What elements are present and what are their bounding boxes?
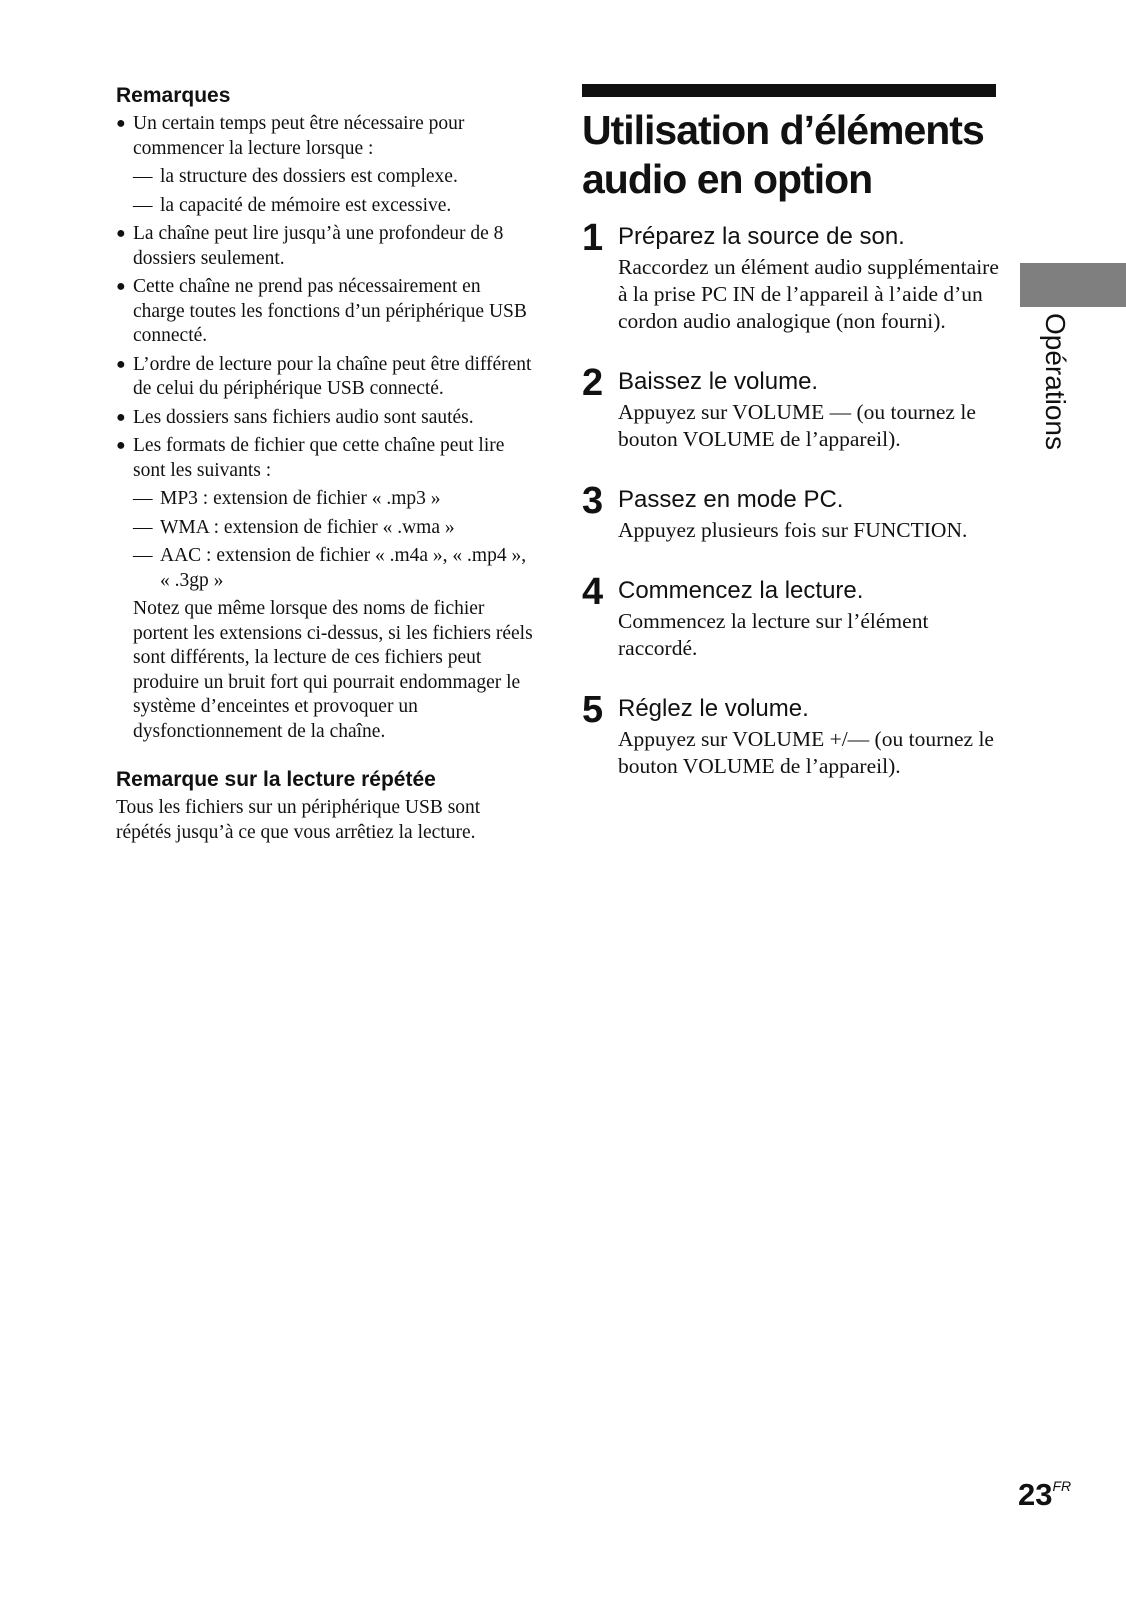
bullet-icon: ● [116, 437, 126, 454]
step-number: 4 [582, 571, 604, 613]
step-title: Réglez le volume. [618, 695, 809, 722]
remark-note: Notez que même lorsque des noms de fichier portent les extensions ci-dessus, si les fichiers réels sont différents, la lecture de ces fichiers peut produire un bruit fort qui pourrait endommager le système d’enceintes et provoquer un dysfonctionnement de la chaîne. [133, 598, 533, 742]
repeat-text: Tous les fichiers sur un périphérique USB sont répétés jusqu’à ce que vous arrêtiez la lecture. [116, 797, 481, 843]
step-body: Appuyez sur VOLUME — (ou tournez le bouton VOLUME de l’appareil). [618, 400, 976, 451]
page-title: Utilisation d’éléments audio en option [582, 107, 984, 202]
step-number: 1 [582, 217, 604, 259]
remark-subitem-text: la structure des dossiers est complexe. [160, 166, 458, 187]
remark-item [116, 112, 536, 218]
remark-subitem-text: AAC : extension de fichier « .m4a », « .mp4 », « .3gp » [160, 545, 527, 591]
remark-text: Un certain temps peut être nécessaire pour commencer la lecture lorsque : [133, 113, 465, 159]
dash-icon: — [133, 194, 153, 216]
remark-text: Les formats de fichier que cette chaîne peut lire sont les suivants : [133, 435, 505, 481]
steps-list [582, 217, 1002, 780]
bullet-icon: ● [116, 225, 126, 242]
step-item [582, 217, 1002, 335]
step-body: Commencez la lecture sur l’élément raccordé. [618, 609, 929, 660]
remark-sublist [133, 165, 536, 218]
remark-text: Les dossiers sans fichiers audio sont sautés. [133, 406, 474, 428]
remark-item [116, 275, 536, 349]
remark-subitem [133, 516, 536, 541]
dash-icon: — [133, 516, 153, 538]
step-title: Commencez la lecture. [618, 577, 864, 604]
repeat-heading: Remarque sur la lecture répétée [116, 768, 436, 791]
step-title: Baissez le volume. [618, 368, 819, 395]
remark-subitem-text: WMA : extension de fichier « .wma » [160, 516, 455, 538]
remark-subitem-text: la capacité de mémoire est excessive. [160, 194, 452, 216]
page-number-value: 23 [1018, 1477, 1053, 1512]
remarks-column [116, 84, 536, 845]
remark-subitem-text: MP3 : extension de fichier « .mp3 » [160, 488, 441, 509]
remark-item [116, 406, 536, 431]
page-language-suffix: FR [1052, 1478, 1072, 1494]
step-item [582, 480, 1002, 544]
remark-sublist [133, 487, 536, 593]
remark-subitem [133, 487, 536, 512]
title-rule [582, 84, 996, 97]
remark-text: Cette chaîne ne prend pas nécessairement en charge toutes les fonctions d’un périphérique USB connecté. [133, 276, 527, 346]
remark-subitem [133, 194, 536, 219]
remark-item [116, 222, 536, 271]
remarks-heading: Remarques [116, 84, 231, 107]
dash-icon: — [133, 488, 153, 509]
section-tab [1020, 263, 1126, 307]
remark-text: La chaîne peut lire jusqu’à une profondeur de 8 dossiers seulement. [133, 223, 504, 269]
remarks-list [116, 112, 536, 744]
bullet-icon: ● [116, 278, 126, 295]
step-item [582, 362, 1002, 453]
bullet-icon: ● [116, 355, 126, 373]
remark-item [116, 353, 536, 402]
step-body: Appuyez sur VOLUME +/— (ou tournez le bouton VOLUME de l’appareil). [618, 727, 994, 778]
dash-icon: — [133, 545, 153, 566]
section-label: Opérations [1040, 313, 1071, 450]
bullet-icon: ● [116, 115, 126, 132]
step-item [582, 571, 1002, 662]
step-body: Raccordez un élément audio supplémentaire à la prise PC IN de l’appareil à l’aide d’un cordon audio analogique (non fourni). [618, 255, 999, 333]
step-title: Passez en mode PC. [618, 486, 844, 513]
step-item [582, 689, 1002, 780]
page-number [1018, 1477, 1071, 1513]
remark-subitem [133, 544, 536, 593]
dash-icon: — [133, 166, 153, 187]
remark-item [116, 434, 536, 744]
step-body: Appuyez plusieurs fois sur FUNCTION. [618, 518, 968, 542]
step-number: 2 [582, 362, 604, 404]
remark-text: L’ordre de lecture pour la chaîne peut être différent de celui du périphérique USB connecté. [133, 353, 532, 399]
step-number: 3 [582, 480, 604, 522]
repeat-note [116, 768, 536, 845]
step-number: 5 [582, 689, 604, 731]
step-title: Préparez la source de son. [618, 223, 905, 250]
remark-subitem [133, 165, 536, 190]
bullet-icon: ● [116, 408, 126, 426]
